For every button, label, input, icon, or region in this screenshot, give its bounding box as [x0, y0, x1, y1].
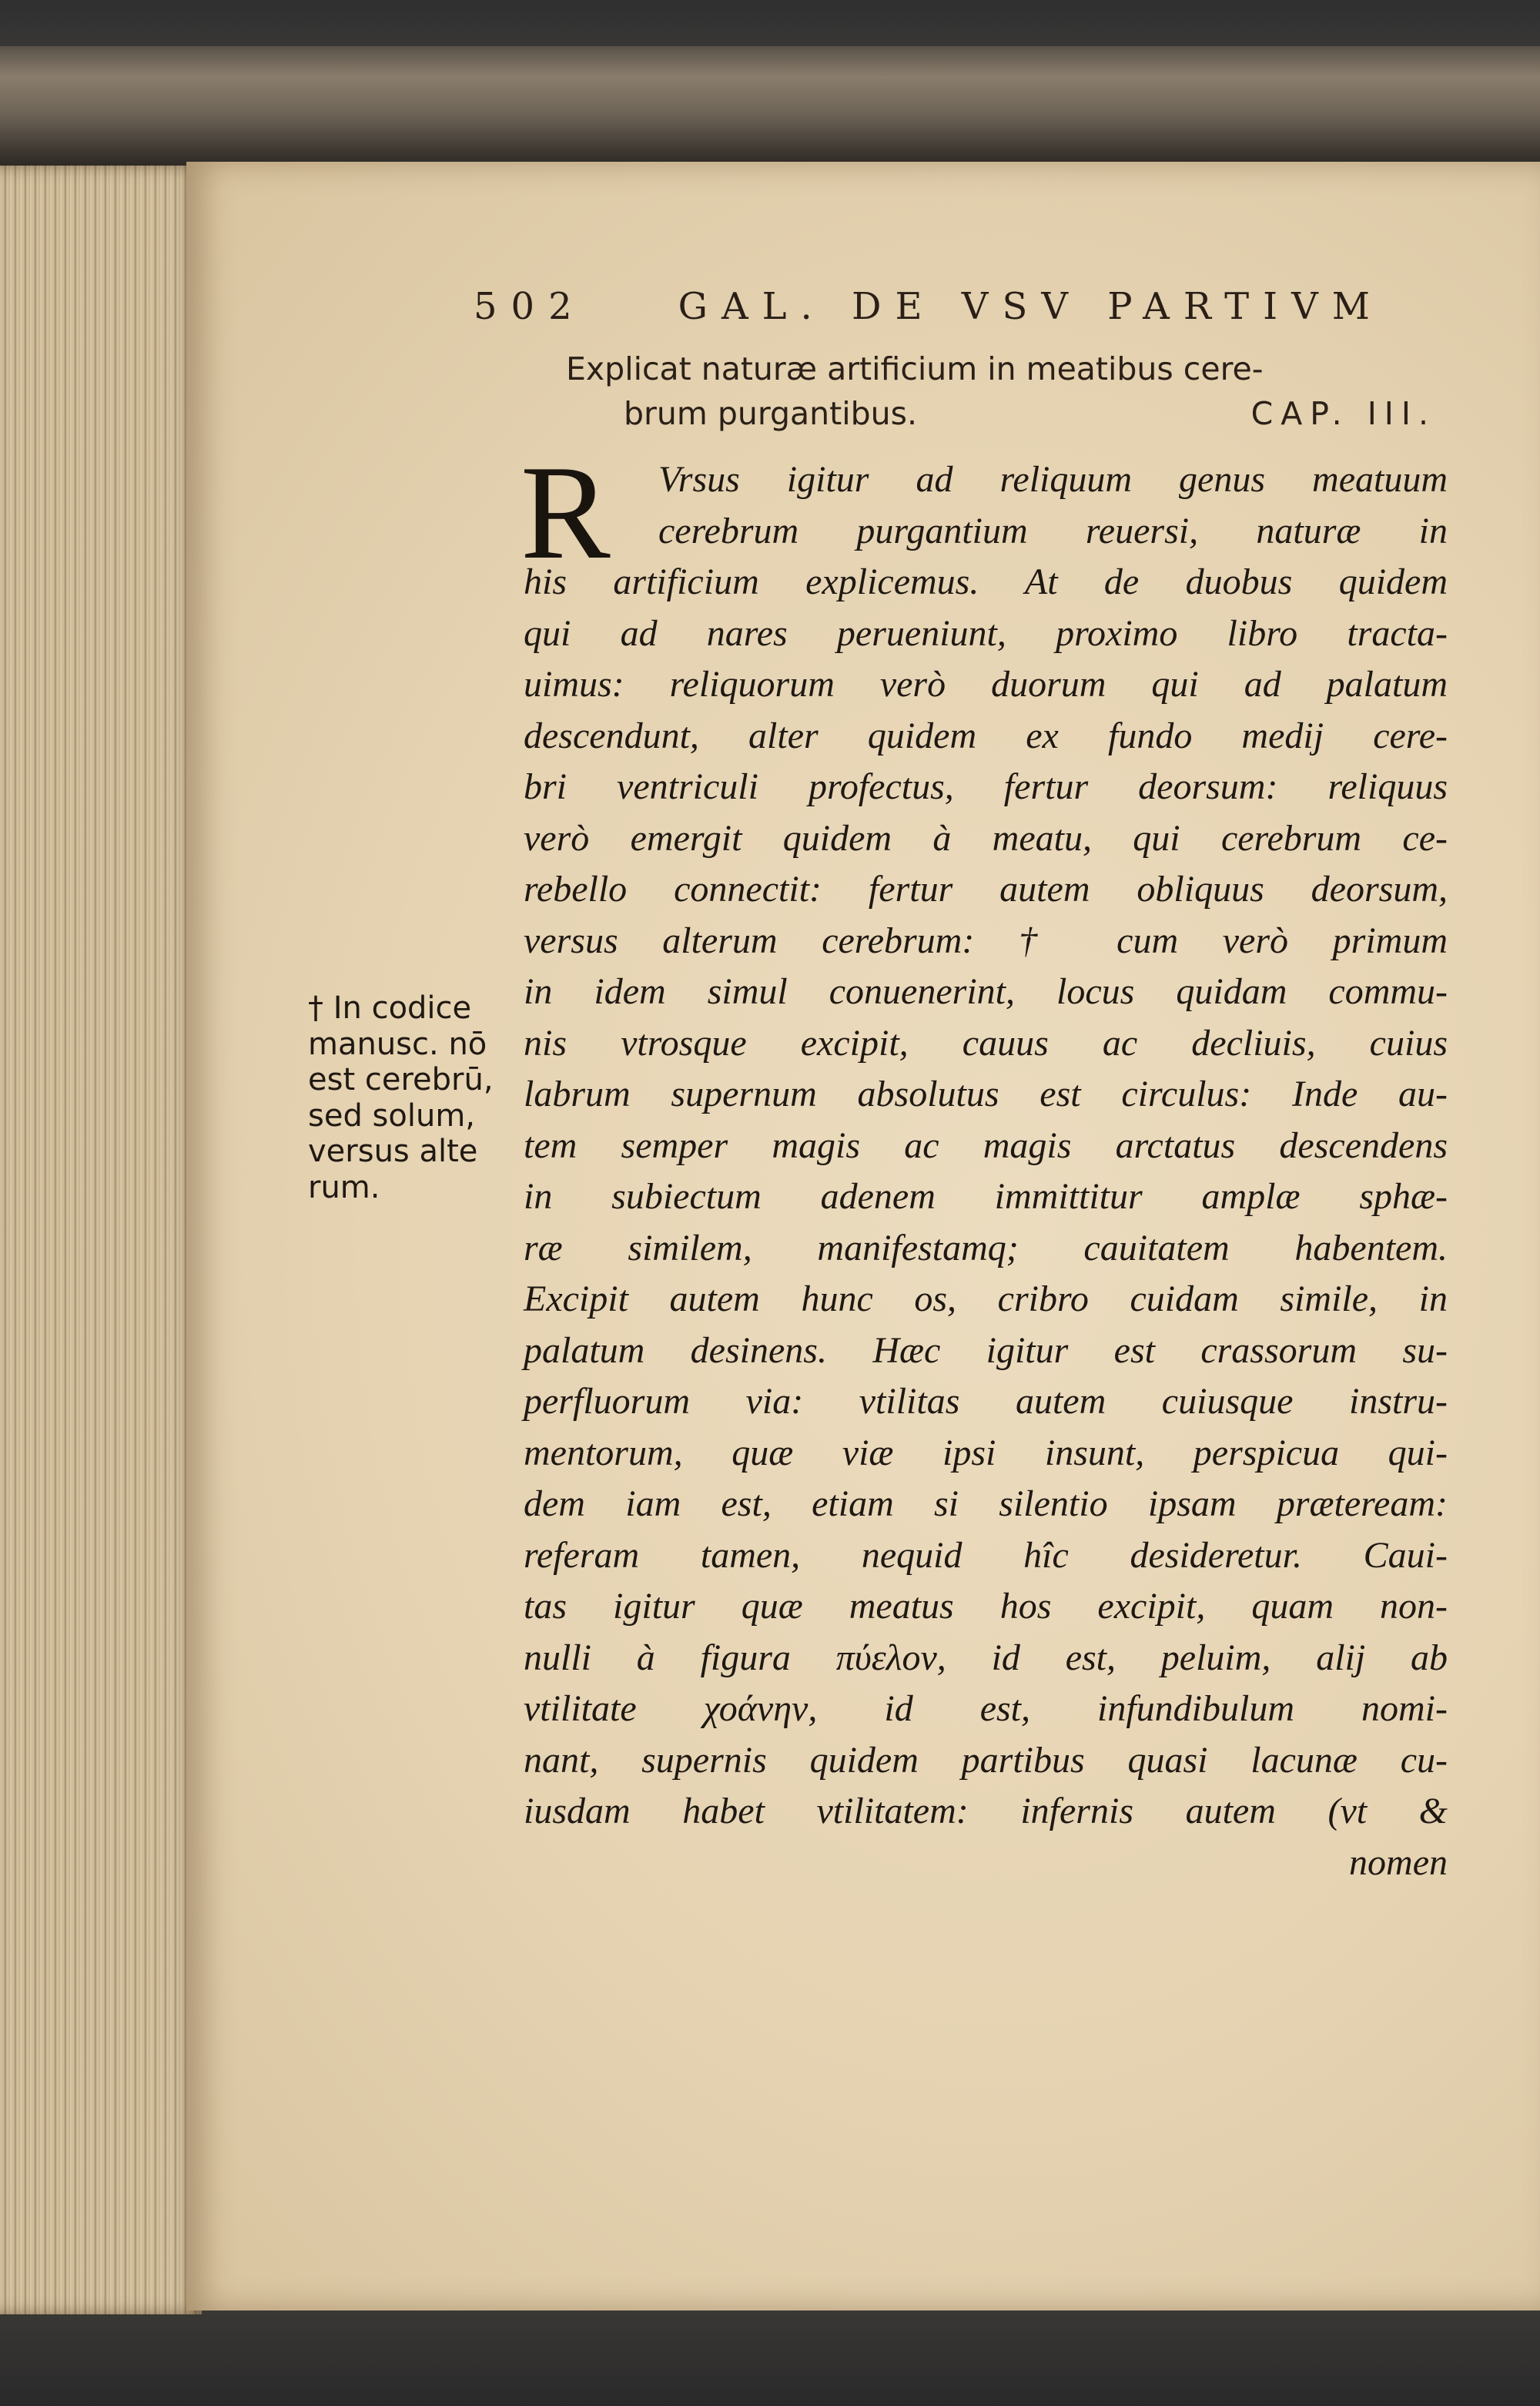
- body-line: palatum desinens. Hæc igitur est crassorum su-: [524, 1329, 1448, 1371]
- body-line: perfluorum via: vtilitas autem cuiusque instru-: [524, 1381, 1448, 1422]
- chapter-number: CAP. III.: [1250, 395, 1436, 432]
- body-line: Vrsus igitur ad reliquum genus meatuum: [658, 459, 1448, 500]
- body-line: tas igitur quæ meatus hos excipit, quam non-: [524, 1586, 1448, 1627]
- body-line: referam tamen, nequid hîc desideretur. Caui-: [524, 1534, 1448, 1576]
- chapter-heading-line2: brum purgantibus.: [624, 395, 917, 432]
- running-title: GAL. DE VSV PARTIVM: [678, 285, 1384, 328]
- book-spine: [0, 46, 1540, 171]
- body-line: nant, supernis quidem partibus quasi lacunæ cu-: [524, 1739, 1448, 1781]
- body-line: descendunt, alter quidem ex fundo medij cere-: [524, 715, 1448, 756]
- margin-note-line: manusc. nō: [308, 1026, 487, 1062]
- folio-number: 502: [474, 285, 586, 328]
- body-line: Excipit autem hunc os, cribro cuidam simile, in: [524, 1278, 1448, 1319]
- margin-note-line: versus alte: [308, 1134, 478, 1169]
- body-line: qui ad nares perueniunt, proximo libro tracta-: [524, 612, 1448, 654]
- body-line: iusdam habet vtilitatem: infernis autem (vt &: [524, 1791, 1448, 1831]
- body-line: nulli à figura πύελον, id est, peluim, alij ab: [524, 1637, 1448, 1678]
- chapter-heading-line2-row: [566, 391, 1436, 436]
- body-line: rebello connectit: fertur autem obliquus deorsum,: [524, 869, 1448, 910]
- body-line: bri ventriculi profectus, fertur deorsum: reliquus: [524, 766, 1448, 807]
- body-line: vtilitate χοάνην, id est, infundibulum nomi-: [524, 1688, 1448, 1729]
- catchword: nomen: [1349, 1841, 1448, 1883]
- body-line: in subiectum adenem immittitur amplæ sphæ-: [524, 1176, 1448, 1217]
- body-line: nis vtrosque excipit, cauus ac decliuis, cuius: [524, 1022, 1448, 1064]
- chapter-heading-line1: Explicat naturæ artificium in meatibus cere-: [566, 350, 1264, 387]
- page-edges: [0, 166, 202, 2314]
- body-line: his artificium explicemus. At de duobus quidem: [524, 561, 1448, 602]
- running-head: [474, 285, 1384, 328]
- bottom-shadow: [0, 2310, 1540, 2406]
- body-text: [524, 454, 1448, 1888]
- body-line: labrum supernum absolutus est circulus: Inde au-: [524, 1074, 1448, 1114]
- body-line: versus alterum cerebrum: † cum verò primum: [524, 920, 1448, 961]
- body-line: mentorum, quæ viæ ipsi insunt, perspicua qui-: [524, 1432, 1448, 1473]
- margin-note: [308, 990, 531, 1205]
- chapter-heading: [566, 347, 1436, 436]
- margin-note-line: sed solum,: [308, 1097, 476, 1134]
- body-line: dem iam est, etiam si silentio ipsam præteream:: [524, 1483, 1448, 1524]
- body-line: uimus: reliquorum verò duorum qui ad palatum: [524, 664, 1448, 705]
- margin-note-line: est cerebrū,: [308, 1062, 494, 1097]
- body-line: verò emergit quidem à meatu, qui cerebrum ce-: [524, 817, 1448, 859]
- drop-cap: R: [521, 437, 611, 587]
- body-line: cerebrum purgantium reuersi, naturæ in: [658, 510, 1448, 551]
- body-line: in idem simul conuenerint, locus quidam commu-: [524, 971, 1448, 1012]
- margin-note-line: † In codice: [308, 990, 472, 1026]
- body-line: tem semper magis ac magis arctatus descendens: [524, 1124, 1448, 1166]
- body-line: ræ similem, manifestamq; cauitatem habentem.: [524, 1227, 1448, 1268]
- margin-note-line: rum.: [308, 1169, 380, 1205]
